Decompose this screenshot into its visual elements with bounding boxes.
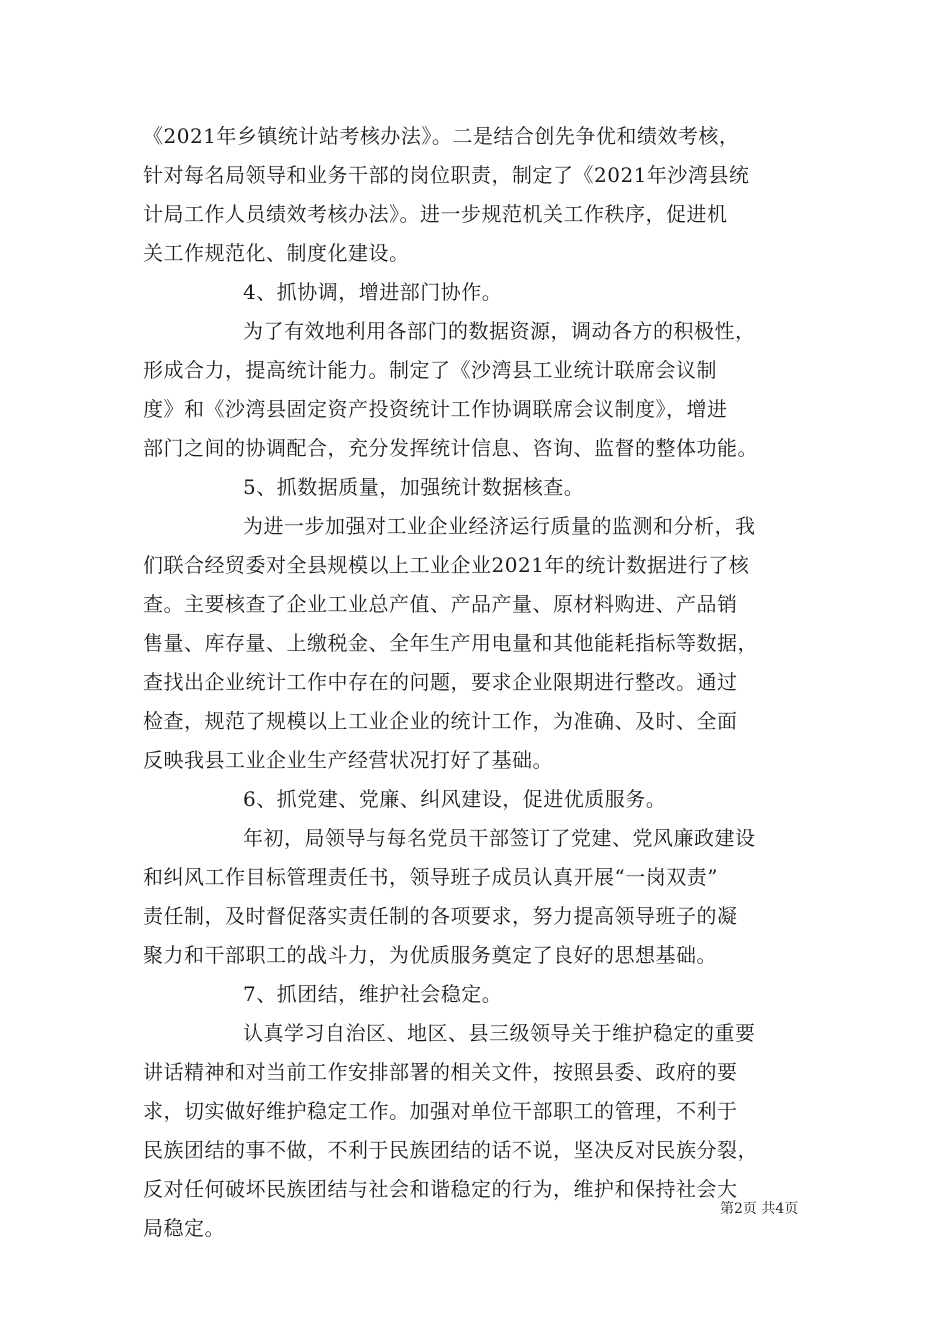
text-line: 们联合经贸委对全县规模以上工业企业2021年的统计数据进行了核 <box>143 553 750 577</box>
text-line: 查。主要核查了企业工业总产值、产品产量、原材料购进、产品销 <box>143 592 738 616</box>
text-line: 和纠风工作目标管理责任书，领导班子成员认真开展“一岗双责” <box>143 865 718 889</box>
text-line: 查找出企业统计工作中存在的问题，要求企业限期进行整改。通过 <box>143 670 738 694</box>
document-body <box>143 117 823 1248</box>
text-line: 认真学习自治区、地区、县三级领导关于维护稳定的重要 <box>243 1021 756 1045</box>
text-line: 5、抓数据质量，加强统计数据核查。 <box>243 475 585 499</box>
text-line: 计局工作人员绩效考核办法》。进一步规范机关工作秩序，促进机 <box>143 202 728 226</box>
text-line: 形成合力，提高统计能力。制定了《沙湾县工业统计联席会议制 <box>143 358 717 382</box>
text-line: 部门之间的协调配合，充分发挥统计信息、咨询、监督的整体功能。 <box>143 436 758 460</box>
text-line: 局稳定。 <box>143 1216 225 1240</box>
text-line: 关工作规范化、制度化建设。 <box>143 241 410 265</box>
text-line: 反映我县工业企业生产经营状况打好了基础。 <box>143 748 553 772</box>
text-line: 年初，局领导与每名党员干部签订了党建、党风廉政建设 <box>243 826 756 850</box>
text-line: 为进一步加强对工业企业经济运行质量的监测和分析，我 <box>243 514 756 538</box>
text-line: 责任制，及时督促落实责任制的各项要求，努力提高领导班子的凝 <box>143 904 738 928</box>
text-line: 售量、库存量、上缴税金、全年生产用电量和其他能耗指标等数据， <box>143 631 758 655</box>
text-line: 讲话精神和对当前工作安排部署的相关文件，按照县委、政府的要 <box>143 1060 738 1084</box>
text-line: 为了有效地利用各部门的数据资源，调动各方的积极性， <box>243 319 756 343</box>
text-line: 针对每名局领导和业务干部的岗位职责，制定了《2021年沙湾县统 <box>143 163 750 187</box>
text-line: 民族团结的事不做，不利于民族团结的话不说，坚决反对民族分裂， <box>143 1138 758 1162</box>
text-line: 度》和《沙湾县固定资产投资统计工作协调联席会议制度》，增进 <box>143 397 728 421</box>
text-line: 7、抓团结，维护社会稳定。 <box>243 982 503 1006</box>
text-line: 6、抓党建、党廉、纠风建设，促进优质服务。 <box>243 787 667 811</box>
text-line: 4、抓协调，增进部门协作。 <box>243 280 503 304</box>
text-line: 聚力和干部职工的战斗力，为优质服务奠定了良好的思想基础。 <box>143 943 717 967</box>
text-line: 《2021年乡镇统计站考核办法》。二是结合创先争优和绩效考核， <box>143 124 740 148</box>
page-number: 第2页 共4页 <box>720 1201 799 1217</box>
text-line: 反对任何破坏民族团结与社会和谐稳定的行为，维护和保持社会大 <box>143 1177 738 1201</box>
text-line: 求，切实做好维护稳定工作。加强对单位干部职工的管理，不利于 <box>143 1099 738 1123</box>
text-line: 检查，规范了规模以上工业企业的统计工作，为准确、及时、全面 <box>143 709 738 733</box>
